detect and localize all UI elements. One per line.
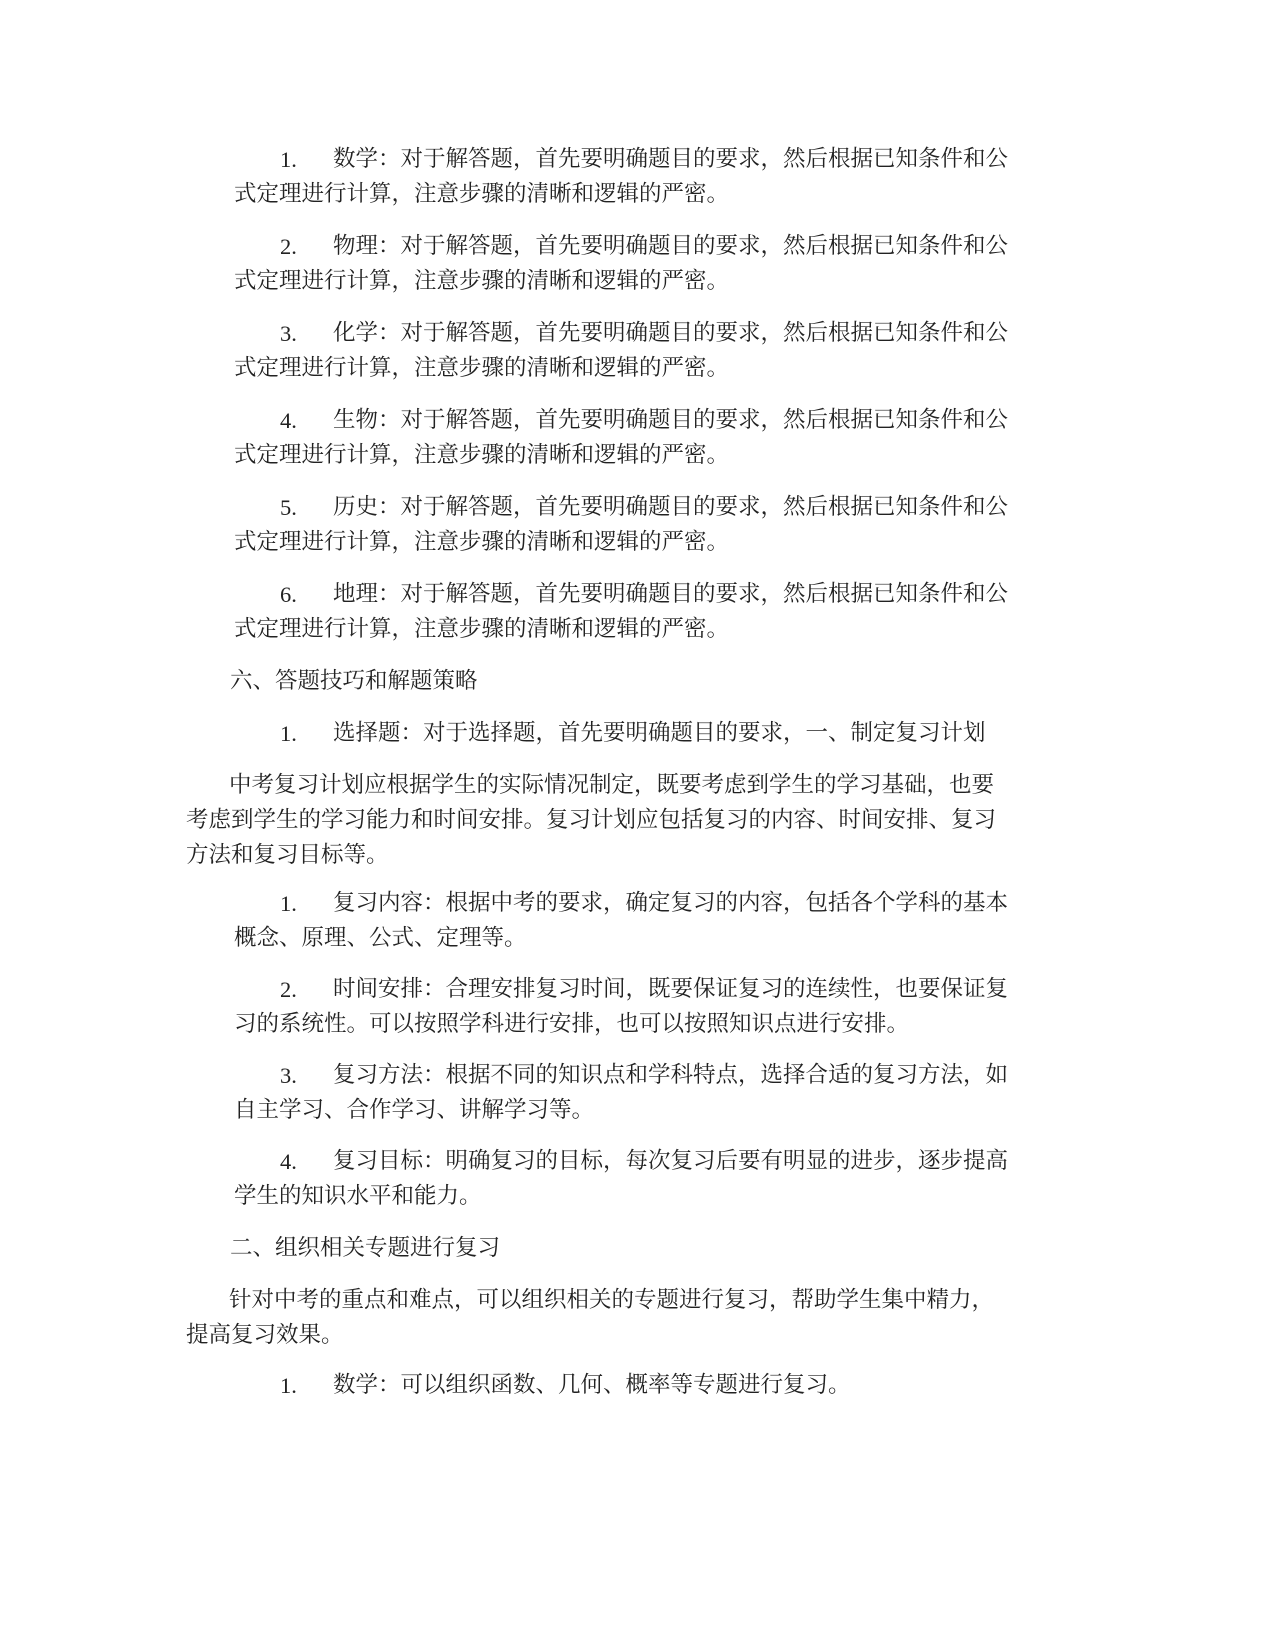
list-text-continued: 概念、原理、公式、定理等。 xyxy=(234,925,527,951)
list-text: 历史：对于解答题，首先要明确题目的要求，然后根据已知条件和公 xyxy=(333,494,1009,520)
list-item xyxy=(234,229,1100,299)
list-number: 5. xyxy=(280,495,297,520)
list-item xyxy=(234,716,1100,751)
list-text-continued: 式定理进行计算，注意步骤的清晰和逻辑的严密。 xyxy=(234,442,730,468)
list-text: 复习目标：明确复习的目标，每次复习后要有明显的进步，逐步提高 xyxy=(333,1148,1009,1174)
list-number: 6. xyxy=(280,582,297,607)
paragraph xyxy=(186,768,1086,873)
list-text: 复习方法：根据不同的知识点和学科特点，选择合适的复习方法，如 xyxy=(333,1062,1009,1088)
paragraph-line: 提高复习效果。 xyxy=(186,1322,344,1348)
list-item xyxy=(234,490,1100,560)
list-text: 复习内容：根据中考的要求，确定复习的内容，包括各个学科的基本 xyxy=(333,890,1009,916)
list-text-continued: 习的系统性。可以按照学科进行安排，也可以按照知识点进行安排。 xyxy=(234,1011,910,1037)
list-text: 化学：对于解答题，首先要明确题目的要求，然后根据已知条件和公 xyxy=(333,320,1009,346)
list-text-continued: 自主学习、合作学习、讲解学习等。 xyxy=(234,1097,595,1123)
list-text: 数学：可以组织函数、几何、概率等专题进行复习。 xyxy=(333,1372,851,1398)
paragraph-line: 中考复习计划应根据学生的实际情况制定，既要考虑到学生的学习基础，也要 xyxy=(229,772,995,798)
list-item xyxy=(234,972,1100,1042)
list-item xyxy=(234,577,1100,647)
list-text-continued: 学生的知识水平和能力。 xyxy=(234,1183,482,1209)
list-number: 1. xyxy=(280,891,297,916)
section-heading: 六、答题技巧和解题策略 xyxy=(230,668,478,694)
list-text: 数学：对于解答题，首先要明确题目的要求，然后根据已知条件和公 xyxy=(333,146,1009,172)
list-text: 选择题：对于选择题，首先要明确题目的要求，一、制定复习计划 xyxy=(333,720,986,746)
list-number: 2. xyxy=(280,977,297,1002)
paragraph-line: 针对中考的重点和难点，可以组织相关的专题进行复习，帮助学生集中精力， xyxy=(229,1287,995,1313)
section-heading: 二、组织相关专题进行复习 xyxy=(230,1235,501,1261)
paragraph-line: 方法和复习目标等。 xyxy=(186,842,389,868)
list-number: 4. xyxy=(280,1149,297,1174)
list-text: 地理：对于解答题，首先要明确题目的要求，然后根据已知条件和公 xyxy=(333,581,1009,607)
list-text-continued: 式定理进行计算，注意步骤的清晰和逻辑的严密。 xyxy=(234,181,730,207)
list-text-continued: 式定理进行计算，注意步骤的清晰和逻辑的严密。 xyxy=(234,355,730,381)
list-item xyxy=(234,403,1100,473)
list-number: 3. xyxy=(280,321,297,346)
list-item xyxy=(234,1144,1100,1214)
list-text-continued: 式定理进行计算，注意步骤的清晰和逻辑的严密。 xyxy=(234,529,730,555)
list-text-continued: 式定理进行计算，注意步骤的清晰和逻辑的严密。 xyxy=(234,268,730,294)
list-item xyxy=(234,1058,1100,1128)
list-item xyxy=(234,316,1100,386)
list-item xyxy=(234,142,1100,212)
list-text: 物理：对于解答题，首先要明确题目的要求，然后根据已知条件和公 xyxy=(333,233,1009,259)
list-text-continued: 式定理进行计算，注意步骤的清晰和逻辑的严密。 xyxy=(234,616,730,642)
list-number: 1. xyxy=(280,1373,297,1398)
list-number: 2. xyxy=(280,234,297,259)
list-text: 生物：对于解答题，首先要明确题目的要求，然后根据已知条件和公 xyxy=(333,407,1009,433)
list-number: 4. xyxy=(280,408,297,433)
list-number: 1. xyxy=(280,147,297,172)
paragraph xyxy=(186,1283,1086,1353)
list-item xyxy=(234,1368,1100,1403)
list-number: 3. xyxy=(280,1063,297,1088)
paragraph-line: 考虑到学生的学习能力和时间安排。复习计划应包括复习的内容、时间安排、复习 xyxy=(186,807,997,833)
list-text: 时间安排：合理安排复习时间，既要保证复习的连续性，也要保证复 xyxy=(333,976,1009,1002)
list-item xyxy=(234,886,1100,956)
list-number: 1. xyxy=(280,721,297,746)
